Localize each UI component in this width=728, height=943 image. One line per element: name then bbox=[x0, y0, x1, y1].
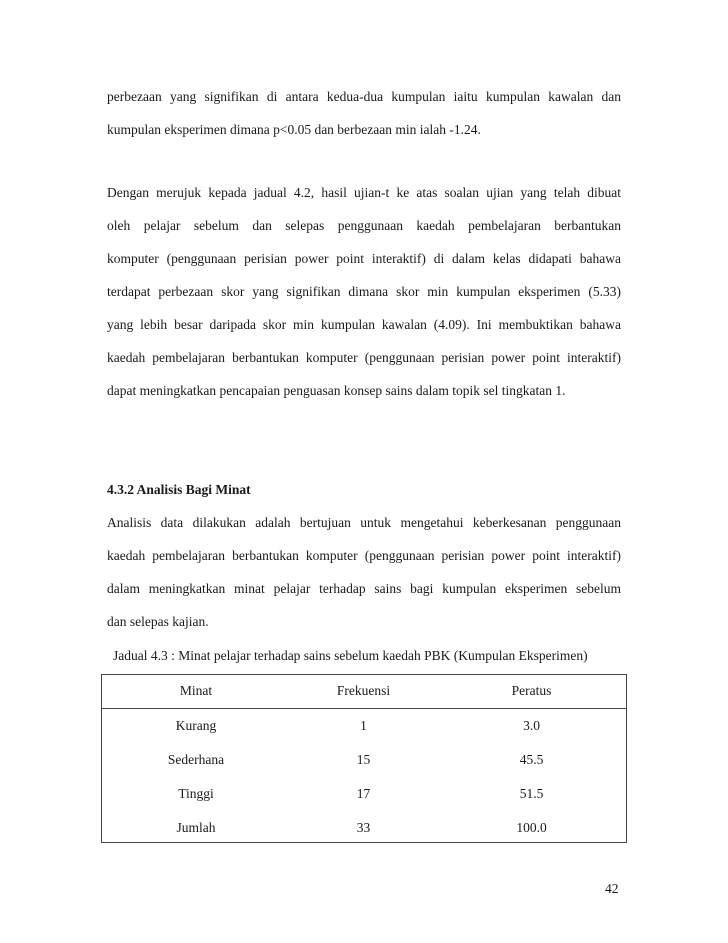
text-line: dalam meningkatkan minat pelajar terhadap sains bagi kumpulan eksperimen sebelum bbox=[107, 581, 621, 596]
table-cell: Jumlah bbox=[176, 820, 216, 835]
text-line: kumpulan eksperimen dimana p<0.05 dan berbezaan min ialah -1.24. bbox=[107, 122, 481, 137]
text-line: dan selepas kajian. bbox=[107, 614, 209, 629]
text-line: terdapat perbezaan skor yang signifikan dimana skor min kumpulan eksperimen (5.33) bbox=[107, 284, 621, 299]
table-row bbox=[101, 743, 627, 777]
text-line: oleh pelajar sebelum dan selepas penggunaan kaedah pembelajaran berbantukan bbox=[107, 218, 621, 233]
text-line: Analisis data dilakukan adalah bertujuan untuk mengetahui keberkesanan penggunaan bbox=[107, 515, 621, 530]
table-cell: Tinggi bbox=[178, 786, 214, 801]
section-heading: 4.3.2 Analisis Bagi Minat bbox=[107, 482, 251, 497]
table-cell: Sederhana bbox=[167, 752, 225, 767]
text-line: komputer (penggunaan perisian power point interaktif) di dalam kelas didapati bahawa bbox=[107, 251, 621, 266]
table-row bbox=[101, 811, 627, 845]
table-cell: 45.5 bbox=[519, 752, 544, 767]
text-line: Dengan merujuk kepada jadual 4.2, hasil ujian-t ke atas soalan ujian yang telah dibuat bbox=[107, 185, 621, 200]
table-caption: Jadual 4.3 : Minat pelajar terhadap sains sebelum kaedah PBK (Kumpulan Eksperimen) bbox=[113, 648, 588, 663]
text-line: kaedah pembelajaran berbantukan komputer (penggunaan perisian power point interaktif) bbox=[107, 548, 621, 563]
data-table bbox=[101, 674, 627, 845]
table-cell: 100.0 bbox=[516, 820, 547, 835]
table-cell: 51.5 bbox=[519, 786, 544, 801]
page-number: 42 bbox=[605, 881, 619, 896]
table-row bbox=[101, 777, 627, 811]
text-line: dapat meningkatkan pencapaian penguasan konsep sains dalam topik sel tingkatan 1. bbox=[107, 383, 566, 398]
table-cell: 33 bbox=[356, 820, 371, 835]
table-cell: Kurang bbox=[175, 718, 217, 733]
column-header: Frekuensi bbox=[291, 674, 436, 709]
column-header: Peratus bbox=[436, 674, 627, 709]
table-cell: 15 bbox=[356, 752, 371, 767]
table-cell: 1 bbox=[360, 718, 367, 733]
table-row bbox=[101, 709, 627, 744]
table-header-row bbox=[101, 674, 627, 709]
text-line: perbezaan yang signifikan di antara kedua-dua kumpulan iaitu kumpulan kawalan dan bbox=[107, 89, 621, 104]
column-header: Minat bbox=[101, 674, 291, 709]
text-line: yang lebih besar daripada skor min kumpulan kawalan (4.09). Ini membuktikan bahawa bbox=[107, 317, 621, 332]
table-cell: 17 bbox=[356, 786, 371, 801]
text-line: kaedah pembelajaran berbantukan komputer (penggunaan perisian power point interaktif) bbox=[107, 350, 621, 365]
table-cell: 3.0 bbox=[523, 718, 540, 733]
